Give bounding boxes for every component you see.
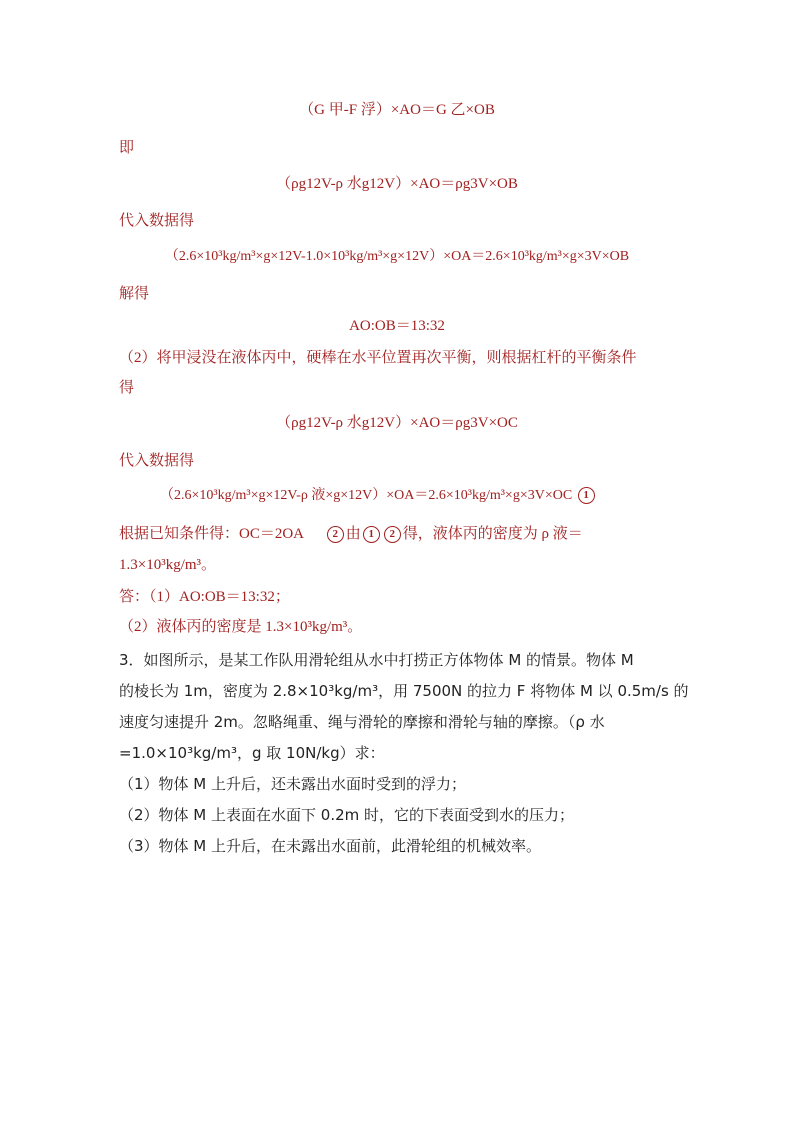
circled-number-2-ref: 2	[384, 526, 401, 543]
known-condition-row	[119, 524, 583, 544]
equation-substituted-2-row	[160, 486, 597, 506]
circled-number-2: 2	[327, 526, 344, 543]
known-condition-text: 根据已知条件得：OC＝2OA	[119, 526, 304, 542]
equation-substituted-1: （2.6×10³kg/m³×g×12V-1.0×10³kg/m³×g×12V）×OA＝2.6×10³kg/m³×g×3V×OB	[164, 249, 630, 264]
problem3-question-1: （1）物体 M 上升后，还未露出水面时受到的浮力；	[119, 775, 467, 793]
equation-substituted-2: （2.6×10³kg/m³×g×12V-ρ 液×g×12V）×OA＝2.6×10³kg/m³×g×3V×OC	[160, 488, 573, 503]
circled-number-1: 1	[578, 487, 595, 504]
label-substitute-1: 代入数据得	[119, 213, 195, 229]
problem3-line3: 速度匀速提升 2m。忽略绳重、绳与滑轮的摩擦和滑轮与轴的摩擦。（ρ 水	[119, 713, 605, 731]
part2-text-line1: （2）将甲浸没在液体丙中，硬棒在水平位置再次平衡，则根据杠杆的平衡条件	[119, 350, 637, 366]
equation-result-ratio: AO:OB＝13:32	[349, 318, 445, 334]
answer-line-2: （2）液体丙的密度是 1.3×10³kg/m³。	[119, 619, 363, 635]
problem3-question-3: （3）物体 M 上升后，在未露出水面前，此滑轮组的机械效率。	[119, 837, 542, 855]
density-result: 1.3×10³kg/m³。	[119, 557, 217, 573]
problem3-line2: 的棱长为 1m，密度为 2.8×10³kg/m³，用 7500N 的拉力 F 将物体 M 以 0.5m/s 的	[119, 682, 689, 700]
known-density-text: 得，液体丙的密度为 ρ 液＝	[402, 526, 583, 542]
circled-number-1-ref: 1	[363, 526, 380, 543]
equation-lever-balance: （G 甲-F 浮）×AO＝G 乙×OB	[299, 102, 495, 118]
answer-line-1: 答：（1）AO:OB＝13:32；	[119, 589, 290, 605]
equation-part2-form: （ρg12V-ρ 水g12V）×AO＝ρg3V×OC	[276, 415, 518, 431]
label-ji: 即	[119, 140, 135, 156]
known-from-text: 由	[345, 526, 361, 542]
problem3-question-2: （2）物体 M 上表面在水面下 0.2m 时，它的下表面受到水的压力；	[119, 806, 575, 824]
label-substitute-2: 代入数据得	[119, 453, 195, 469]
problem3-line1: 3．如图所示，是某工作队用滑轮组从水中打捞正方体物体 M 的情景。物体 M	[119, 651, 634, 669]
problem3-line4: =1.0×10³kg/m³，g 取 10N/kg）求：	[119, 744, 385, 762]
equation-density-form: （ρg12V-ρ 水g12V）×AO＝ρg3V×OB	[276, 176, 518, 192]
part2-text-line2: 得	[119, 380, 135, 396]
label-solve: 解得	[119, 286, 150, 302]
